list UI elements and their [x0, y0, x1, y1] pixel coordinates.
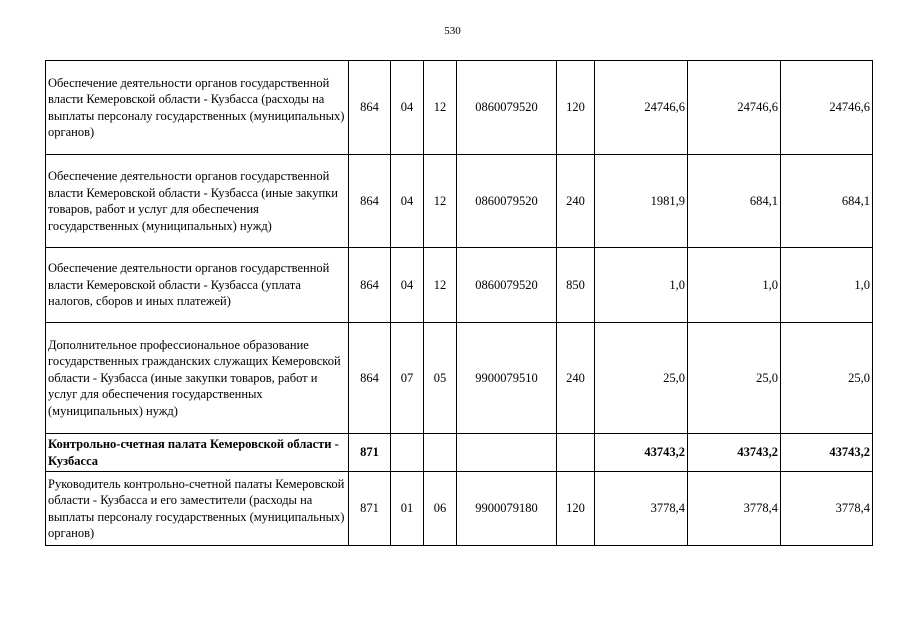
row-vr: 240	[557, 323, 595, 434]
row-sum-1: 3778,4	[595, 472, 688, 546]
row-vr	[557, 434, 595, 472]
table-row	[46, 61, 873, 155]
row-rz: 04	[391, 248, 424, 323]
row-sum-3: 43743,2	[781, 434, 873, 472]
row-rz: 04	[391, 61, 424, 155]
row-pr	[424, 434, 457, 472]
row-pr: 12	[424, 248, 457, 323]
row-sum-3: 684,1	[781, 155, 873, 248]
row-sum-2: 25,0	[688, 323, 781, 434]
row-rz	[391, 434, 424, 472]
row-vr: 850	[557, 248, 595, 323]
table-row	[46, 155, 873, 248]
budget-table	[45, 60, 873, 546]
row-csr: 9900079180	[457, 472, 557, 546]
row-ved: 871	[349, 472, 391, 546]
row-sum-3: 25,0	[781, 323, 873, 434]
row-csr: 0860079520	[457, 248, 557, 323]
row-sum-2: 3778,4	[688, 472, 781, 546]
row-csr: 0860079520	[457, 155, 557, 248]
row-rz: 01	[391, 472, 424, 546]
table-row	[46, 248, 873, 323]
row-vr: 240	[557, 155, 595, 248]
row-vr: 120	[557, 472, 595, 546]
row-sum-1: 1,0	[595, 248, 688, 323]
row-name: Контрольно-счетная палата Кемеровской области - Кузбасса	[46, 434, 349, 472]
row-ved: 864	[349, 155, 391, 248]
row-sum-2: 1,0	[688, 248, 781, 323]
row-sum-3: 24746,6	[781, 61, 873, 155]
page-number: 530	[444, 25, 461, 37]
row-name: Обеспечение деятельности органов государственной власти Кемеровской области - Кузбасса (расходы на выплаты персоналу государственных (муниципальных) органов)	[46, 61, 349, 155]
row-name: Руководитель контрольно-счетной палаты Кемеровской области - Кузбасса и его заместители (расходы на выплаты персоналу государственных (муниципальных) органов)	[46, 472, 349, 546]
row-sum-1: 43743,2	[595, 434, 688, 472]
row-pr: 06	[424, 472, 457, 546]
row-rz: 04	[391, 155, 424, 248]
row-vr: 120	[557, 61, 595, 155]
row-ved: 864	[349, 248, 391, 323]
row-name: Обеспечение деятельности органов государственной власти Кемеровской области - Кузбасса (уплата налогов, сборов и иных платежей)	[46, 248, 349, 323]
row-rz: 07	[391, 323, 424, 434]
row-name: Дополнительное профессиональное образование государственных гражданских служащих Кемеровской области - Кузбасса (иные закупки товаров, работ и услуг для обеспечения государственных (муниципальных) нужд)	[46, 323, 349, 434]
row-sum-2: 43743,2	[688, 434, 781, 472]
row-ved: 864	[349, 61, 391, 155]
row-pr: 05	[424, 323, 457, 434]
row-csr: 9900079510	[457, 323, 557, 434]
row-pr: 12	[424, 155, 457, 248]
row-ved: 864	[349, 323, 391, 434]
row-ved: 871	[349, 434, 391, 472]
table-row	[46, 323, 873, 434]
row-sum-2: 684,1	[688, 155, 781, 248]
row-sum-3: 3778,4	[781, 472, 873, 546]
row-sum-1: 24746,6	[595, 61, 688, 155]
row-sum-1: 25,0	[595, 323, 688, 434]
row-name: Обеспечение деятельности органов государственной власти Кемеровской области - Кузбасса (иные закупки товаров, работ и услуг для обеспечения государственных (муниципальных) нужд)	[46, 155, 349, 248]
row-sum-1: 1981,9	[595, 155, 688, 248]
table-row	[46, 472, 873, 546]
row-csr: 0860079520	[457, 61, 557, 155]
row-sum-3: 1,0	[781, 248, 873, 323]
row-pr: 12	[424, 61, 457, 155]
table-row	[46, 434, 873, 472]
row-csr	[457, 434, 557, 472]
row-sum-2: 24746,6	[688, 61, 781, 155]
